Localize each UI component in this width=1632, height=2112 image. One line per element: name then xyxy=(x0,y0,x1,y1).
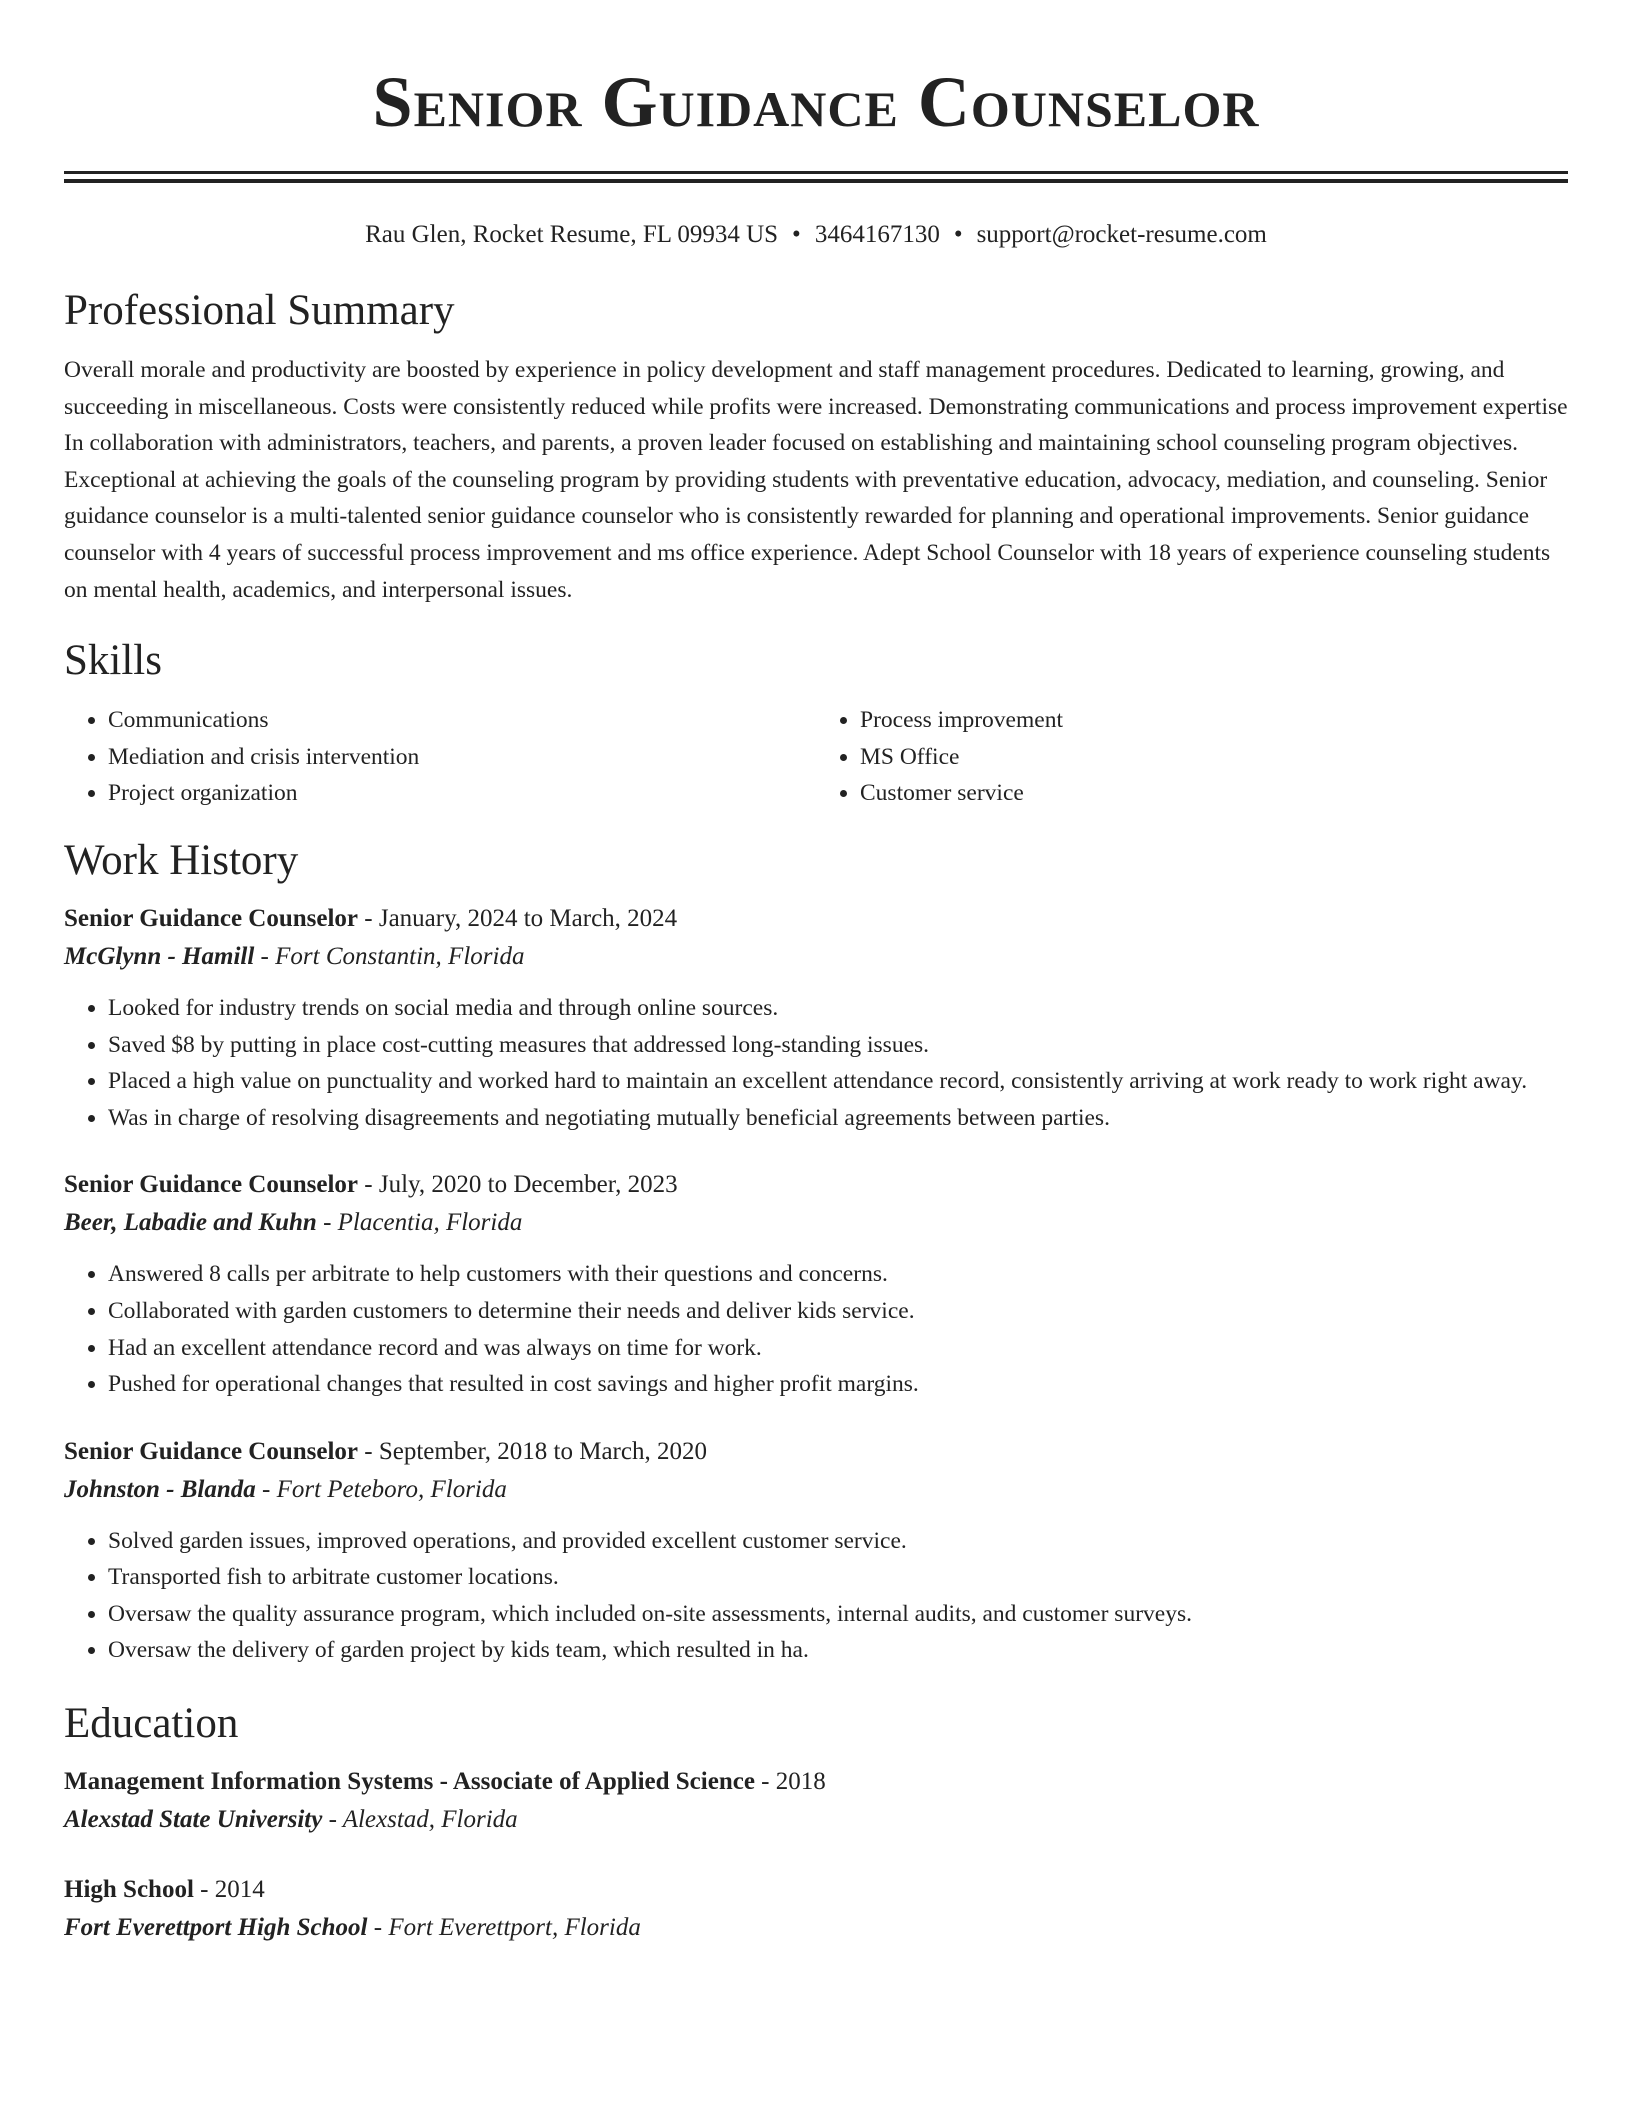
skill-item: • Communications xyxy=(108,702,816,739)
education-school-line: Fort Everettport High School - Fort Everettport, Florida xyxy=(64,1914,641,1942)
skill-item: • MS Office xyxy=(860,739,1568,776)
job-company-line: Johnston - Blanda - Fort Peteboro, Florida xyxy=(64,1475,507,1503)
job-entry xyxy=(64,1166,1568,1402)
job-bullet: • Answered 8 calls per arbitrate to help customers with their questions and concerns. xyxy=(108,1256,1568,1293)
skill-item: • Process improvement xyxy=(860,702,1568,739)
education-entry xyxy=(64,1871,1568,1947)
skill-item: • Customer service xyxy=(860,775,1568,812)
summary-heading: Professional Summary xyxy=(64,287,455,334)
job-company: Beer, Labadie and Kuhn xyxy=(64,1209,317,1237)
job-dates: July, 2020 to December, 2023 xyxy=(378,1171,678,1199)
job-location: Placentia, Florida xyxy=(337,1209,523,1237)
job-company: Johnston - Blanda xyxy=(64,1475,256,1503)
job-dates: January, 2024 to March, 2024 xyxy=(378,904,678,932)
job-company-line: McGlynn - Hamill - Fort Constantin, Florida xyxy=(64,942,525,970)
summary-section xyxy=(64,284,1568,608)
skills-columns xyxy=(64,702,1568,812)
job-company: McGlynn - Hamill xyxy=(64,942,255,970)
skills-heading: Skills xyxy=(64,637,162,685)
summary-text: Overall morale and productivity are boosted by experience in policy development and staff management procedures. Dedicated to learning, growing, and succeeding in miscellaneous. Costs were consistently reduced while profits were increased. Demonstrating communications and process improvement expertise In collaboration with administrators, teachers, and parents, a proven leader focused on establishing and maintaining school counseling program objectives. Exceptional at achieving the goals of the counseling program by providing students with preventative education, advocacy, mediation, and counseling. Senior guidance counselor is a multi-talented senior guidance counselor who is consistently rewarded for planning and operational improvements. Senior guidance counselor with 4 years of successful process improvement and ms office experience. Adept School Counselor with 18 years of experience counseling students on mental health, academics, and interpersonal issues. xyxy=(64,357,1568,603)
job-location: Fort Peteboro, Florida xyxy=(276,1475,507,1503)
job-location: Fort Constantin, Florida xyxy=(275,942,525,970)
education-degree-line: Management Information Systems - Associate of Applied Science - 2018 xyxy=(64,1768,826,1796)
job-title: Senior Guidance Counselor xyxy=(64,1171,359,1199)
job-bullet: • Collaborated with garden customers to determine their needs and deliver kids service. xyxy=(108,1293,1568,1330)
job-bullet: • Solved garden issues, improved operations, and provided excellent customer service. xyxy=(108,1523,1568,1560)
education-year: 2018 xyxy=(775,1768,826,1796)
job-bullet: • Placed a high value on punctuality and worked hard to maintain an excellent attendance record, consistently arriving at work ready to work right away. xyxy=(108,1063,1568,1100)
job-title-line: Senior Guidance Counselor - July, 2020 to December, 2023 xyxy=(64,1171,678,1199)
job-dates: September, 2018 to March, 2020 xyxy=(378,1437,707,1465)
contact-separator: • xyxy=(792,221,801,248)
job-company-line: Beer, Labadie and Kuhn - Placentia, Florida xyxy=(64,1209,523,1237)
job-bullet: • Transported fish to arbitrate customer locations. xyxy=(108,1559,1568,1596)
education-degree-line: High School - 2014 xyxy=(64,1876,265,1904)
education-year: 2014 xyxy=(214,1876,265,1904)
job-bullets xyxy=(64,1523,1568,1669)
job-title: Senior Guidance Counselor xyxy=(64,904,359,932)
education-school: Fort Everettport High School xyxy=(64,1914,368,1942)
job-bullet: • Was in charge of resolving disagreements and negotiating mutually beneficial agreements between parties. xyxy=(108,1100,1568,1137)
work-history-section xyxy=(64,834,1568,1669)
job-entry xyxy=(64,1433,1568,1669)
job-entry xyxy=(64,900,1568,1136)
job-bullet: • Oversaw the delivery of garden project by kids team, which resulted in ha. xyxy=(108,1632,1568,1669)
education-entry xyxy=(64,1763,1568,1839)
skill-item: • Project organization xyxy=(108,775,816,812)
job-bullet: • Looked for industry trends on social media and through online sources. xyxy=(108,990,1568,1027)
education-degree: Management Information Systems - Associate of Applied Science xyxy=(64,1768,755,1796)
job-bullets xyxy=(64,1256,1568,1402)
job-bullet: • Had an excellent attendance record and was always on time for work. xyxy=(108,1330,1568,1367)
education-location: Fort Everettport, Florida xyxy=(388,1914,641,1942)
job-title-line: Senior Guidance Counselor - September, 2018 to March, 2020 xyxy=(64,1437,707,1465)
contact-address: Rau Glen, Rocket Resume, FL 09934 US xyxy=(365,221,779,248)
education-location: Alexstad, Florida xyxy=(342,1806,518,1834)
job-bullet: • Pushed for operational changes that resulted in cost savings and higher profit margins. xyxy=(108,1366,1568,1403)
job-bullets xyxy=(64,990,1568,1136)
job-bullet: • Saved $8 by putting in place cost-cutting measures that addressed long-standing issues. xyxy=(108,1027,1568,1064)
contact-line xyxy=(64,218,1568,252)
contact-separator: • xyxy=(953,221,963,248)
header-rule-top xyxy=(64,171,1568,174)
work-history-heading: Work History xyxy=(64,836,299,884)
education-school: Alexstad State University xyxy=(64,1806,323,1834)
job-title: Senior Guidance Counselor xyxy=(64,1437,359,1465)
contact-email: support@rocket-resume.com xyxy=(976,221,1267,248)
job-title-line: Senior Guidance Counselor - January, 2024 to March, 2024 xyxy=(64,904,678,932)
skills-list-right xyxy=(816,702,1568,812)
skills-section xyxy=(64,634,1568,812)
page-title: Senior Guidance Counselor xyxy=(372,62,1260,142)
header-rule-bottom xyxy=(64,179,1568,183)
education-degree: High School xyxy=(64,1876,194,1904)
education-heading: Education xyxy=(64,1700,239,1748)
job-bullet: • Oversaw the quality assurance program, which included on-site assessments, internal audits, and customer surveys. xyxy=(108,1596,1568,1633)
skills-list-left xyxy=(64,702,816,812)
skill-item: • Mediation and crisis intervention xyxy=(108,739,816,776)
education-section xyxy=(64,1697,1568,1947)
education-school-line: Alexstad State University - Alexstad, Florida xyxy=(64,1806,518,1834)
contact-phone: 3464167130 xyxy=(814,221,940,248)
